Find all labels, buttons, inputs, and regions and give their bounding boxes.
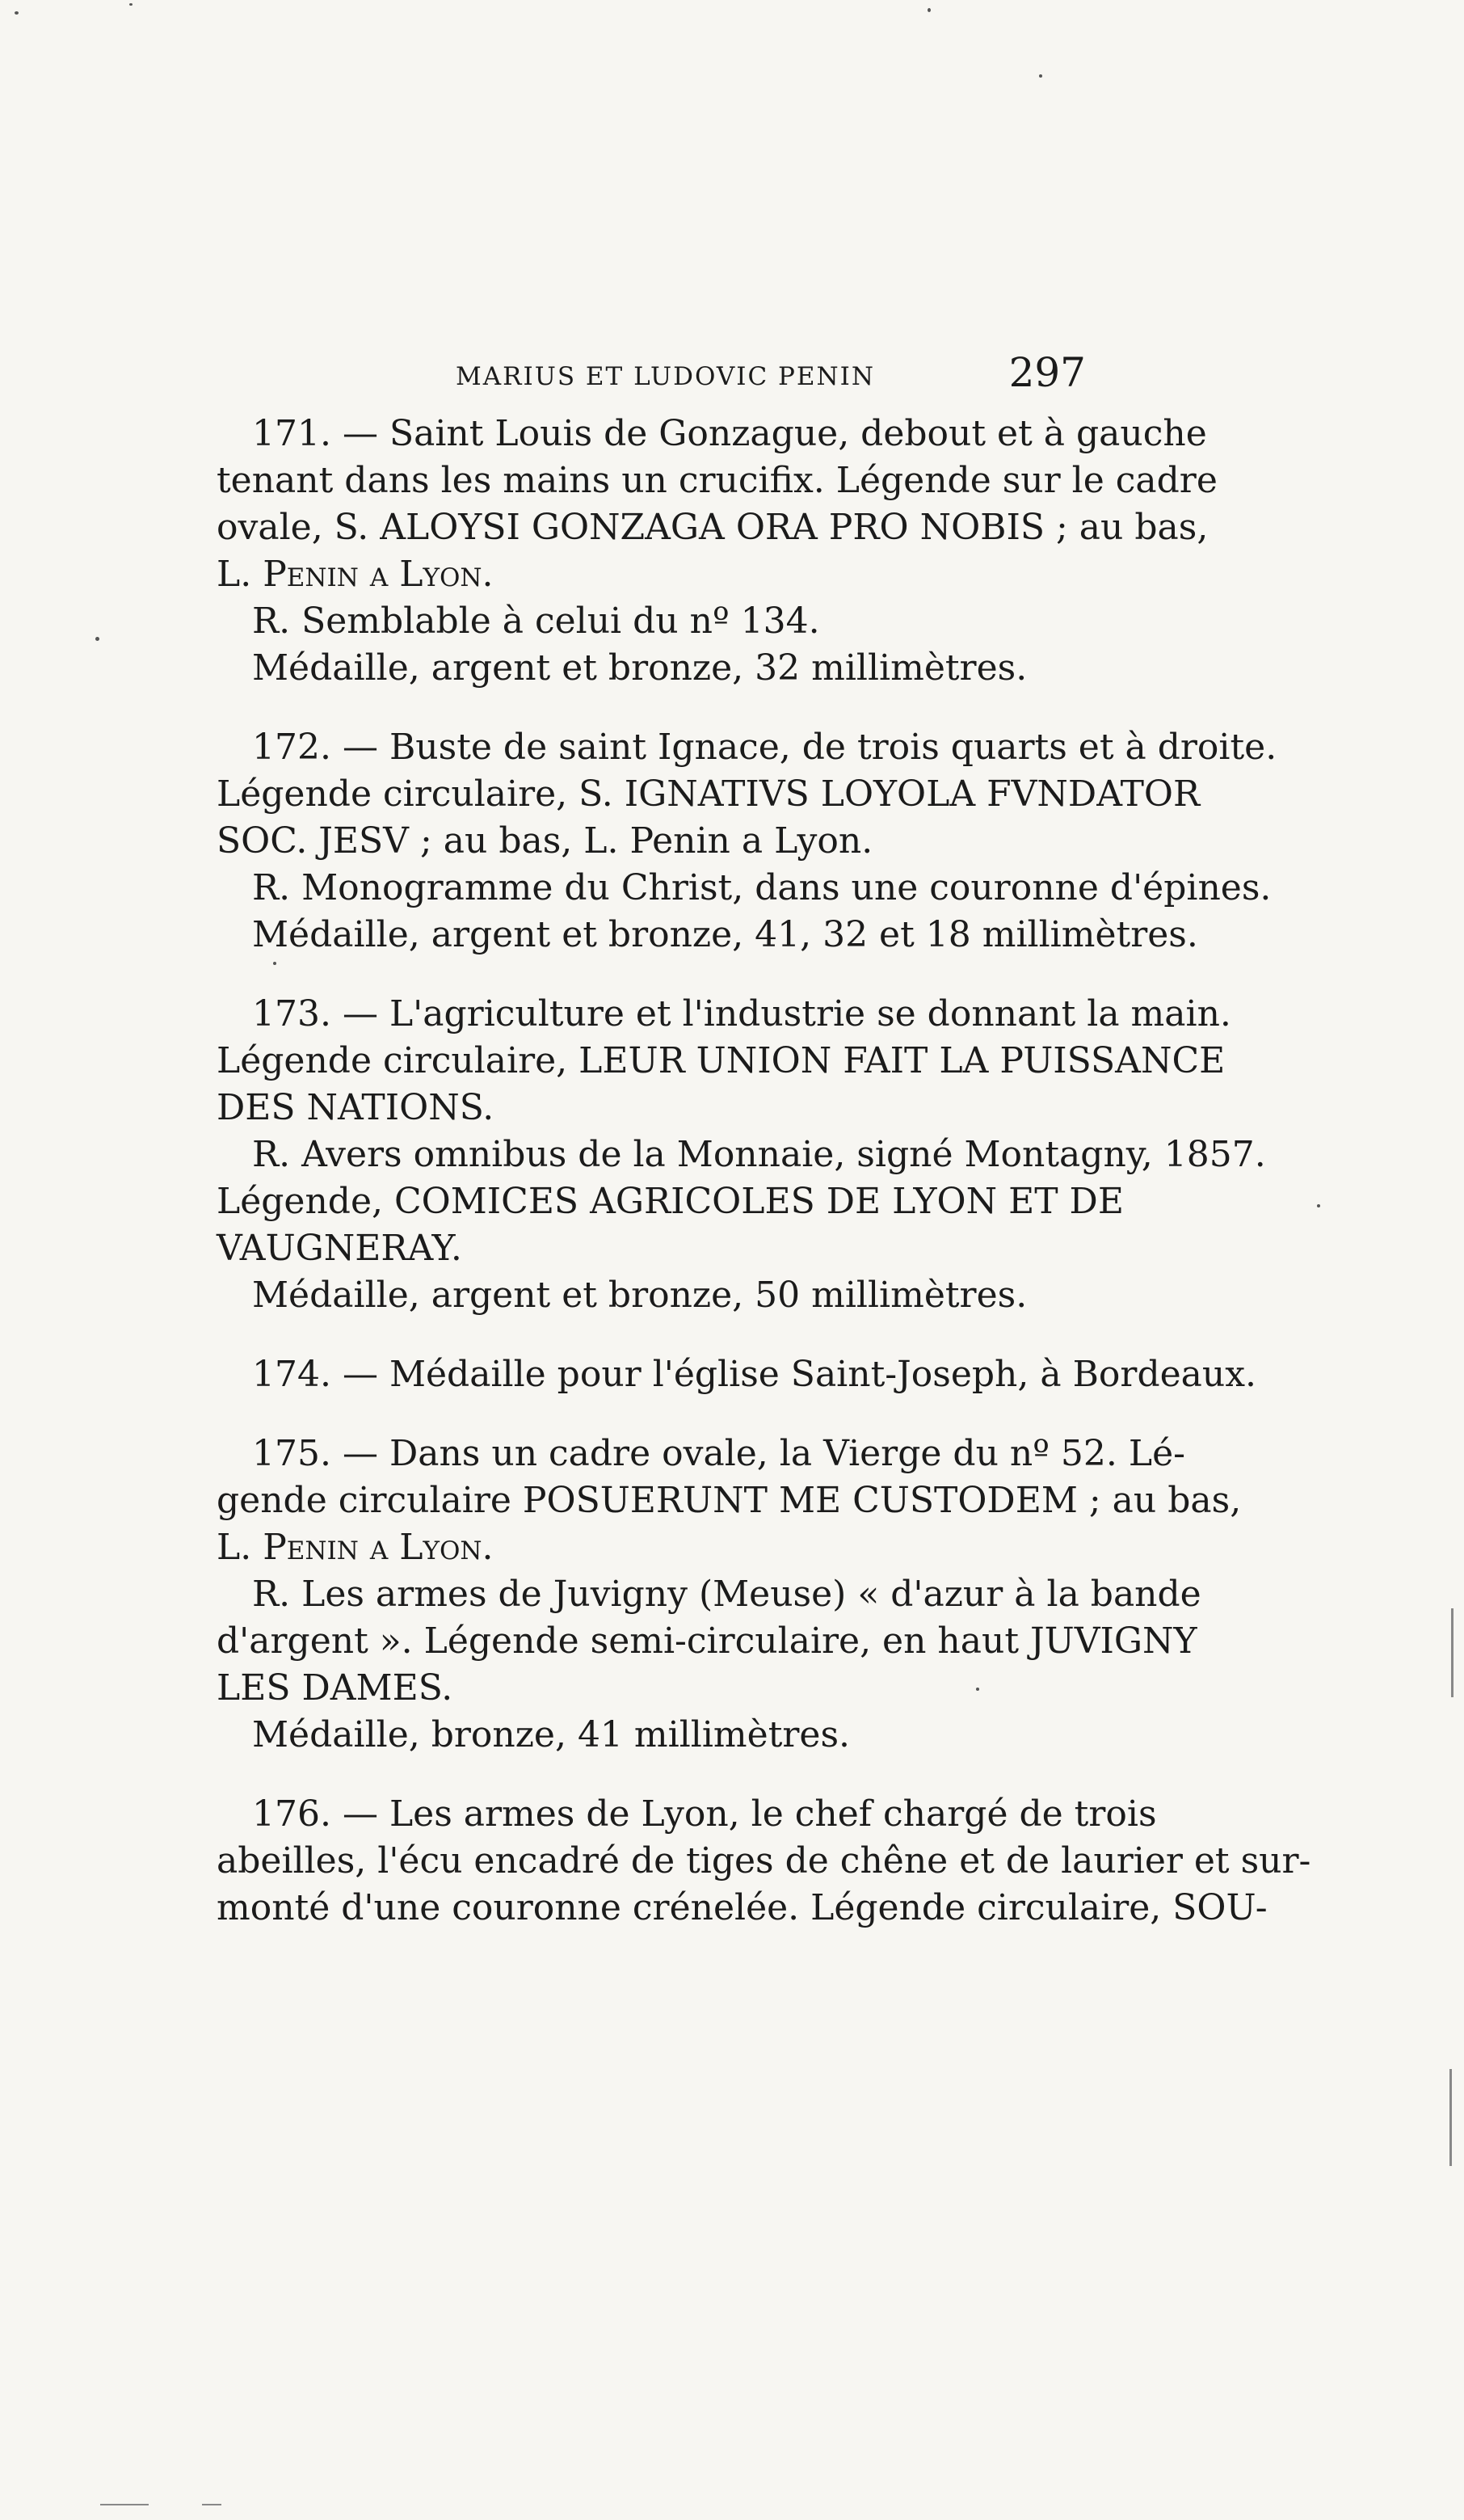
text-line: tenant dans les mains un crucifix. Légende sur le cadre bbox=[217, 460, 1218, 501]
text-line: 175. — Dans un cadre ovale, la Vierge du nº 52. Lé- bbox=[252, 1433, 1185, 1474]
text-line: abeilles, l'écu encadré de tiges de chêne et de laurier et sur- bbox=[217, 1840, 1311, 1882]
signature-line: L. Penin a Lyon. bbox=[217, 1527, 494, 1568]
text-line: Légende, COMICES AGRICOLES DE LYON ET DE bbox=[217, 1181, 1124, 1222]
text-line: LES DAMES. bbox=[217, 1667, 453, 1709]
text-line: VAUGNERAY. bbox=[217, 1228, 462, 1269]
entry-176 bbox=[217, 1791, 1311, 1932]
scan-mark bbox=[1451, 1608, 1453, 1697]
page-number: 297 bbox=[1008, 349, 1086, 396]
text-line: 171. — Saint Louis de Gonzague, debout et à gauche bbox=[252, 413, 1207, 454]
signature-line: L. Penin a Lyon. bbox=[217, 554, 494, 595]
scan-mark bbox=[100, 2504, 149, 2505]
scan-speck bbox=[95, 637, 99, 641]
scan-mark bbox=[202, 2504, 221, 2505]
scan-speck bbox=[273, 962, 276, 965]
entry-172 bbox=[217, 724, 1277, 959]
reverse-line: R. Monogramme du Christ, dans une couronne d'épines. bbox=[252, 867, 1272, 908]
scan-speck bbox=[976, 1688, 979, 1691]
text-line: monté d'une couronne crénelée. Légende circulaire, SOU- bbox=[217, 1887, 1268, 1928]
reverse-line: R. Semblable à celui du nº 134. bbox=[252, 601, 820, 642]
scan-speck bbox=[129, 3, 133, 6]
page-body bbox=[217, 411, 1311, 1964]
reverse-line: R. Les armes de Juvigny (Meuse) « d'azur à la bande bbox=[252, 1574, 1201, 1615]
entry-174 bbox=[217, 1351, 1257, 1398]
medal-spec-line: Médaille, bronze, 41 millimètres. bbox=[252, 1714, 851, 1755]
text-line: Légende circulaire, S. IGNATIVS LOYOLA FVNDATOR bbox=[217, 773, 1201, 815]
page-header bbox=[217, 346, 1086, 411]
scan-speck bbox=[1317, 1204, 1320, 1207]
running-title: MARIUS ET LUDOVIC PENIN bbox=[456, 362, 876, 391]
scan-speck bbox=[1039, 74, 1042, 78]
medal-spec-line: Médaille, argent et bronze, 32 millimètres. bbox=[252, 647, 1028, 689]
scan-speck bbox=[15, 11, 19, 15]
entry-175 bbox=[217, 1431, 1242, 1759]
entry-171 bbox=[217, 411, 1218, 692]
text-line: 174. — Médaille pour l'église Saint-Joseph, à Bordeaux. bbox=[252, 1354, 1257, 1395]
text-line: gende circulaire POSUERUNT ME CUSTODEM ; au bas, bbox=[217, 1480, 1242, 1521]
entry-173 bbox=[217, 991, 1266, 1319]
medal-spec-line: Médaille, argent et bronze, 50 millimètres. bbox=[252, 1275, 1028, 1316]
medal-spec-line: Médaille, argent et bronze, 41, 32 et 18 millimètres. bbox=[252, 914, 1198, 955]
text-line: Légende circulaire, LEUR UNION FAIT LA PUISSANCE bbox=[217, 1040, 1226, 1081]
text-line: 176. — Les armes de Lyon, le chef chargé de trois bbox=[252, 1793, 1157, 1835]
scan-mark bbox=[1449, 2069, 1452, 2166]
text-line: SOC. JESV ; au bas, L. Penin a Lyon. bbox=[217, 820, 873, 862]
reverse-line: R. Avers omnibus de la Monnaie, signé Montagny, 1857. bbox=[252, 1134, 1266, 1175]
text-line: ovale, S. ALOYSI GONZAGA ORA PRO NOBIS ; au bas, bbox=[217, 507, 1209, 548]
scan-speck bbox=[928, 8, 931, 12]
text-line: DES NATIONS. bbox=[217, 1087, 494, 1128]
text-line: 172. — Buste de saint Ignace, de trois quarts et à droite. bbox=[252, 727, 1277, 768]
text-line: d'argent ». Légende semi-circulaire, en haut JUVIGNY bbox=[217, 1620, 1197, 1662]
text-line: 173. — L'agriculture et l'industrie se donnant la main. bbox=[252, 993, 1231, 1035]
